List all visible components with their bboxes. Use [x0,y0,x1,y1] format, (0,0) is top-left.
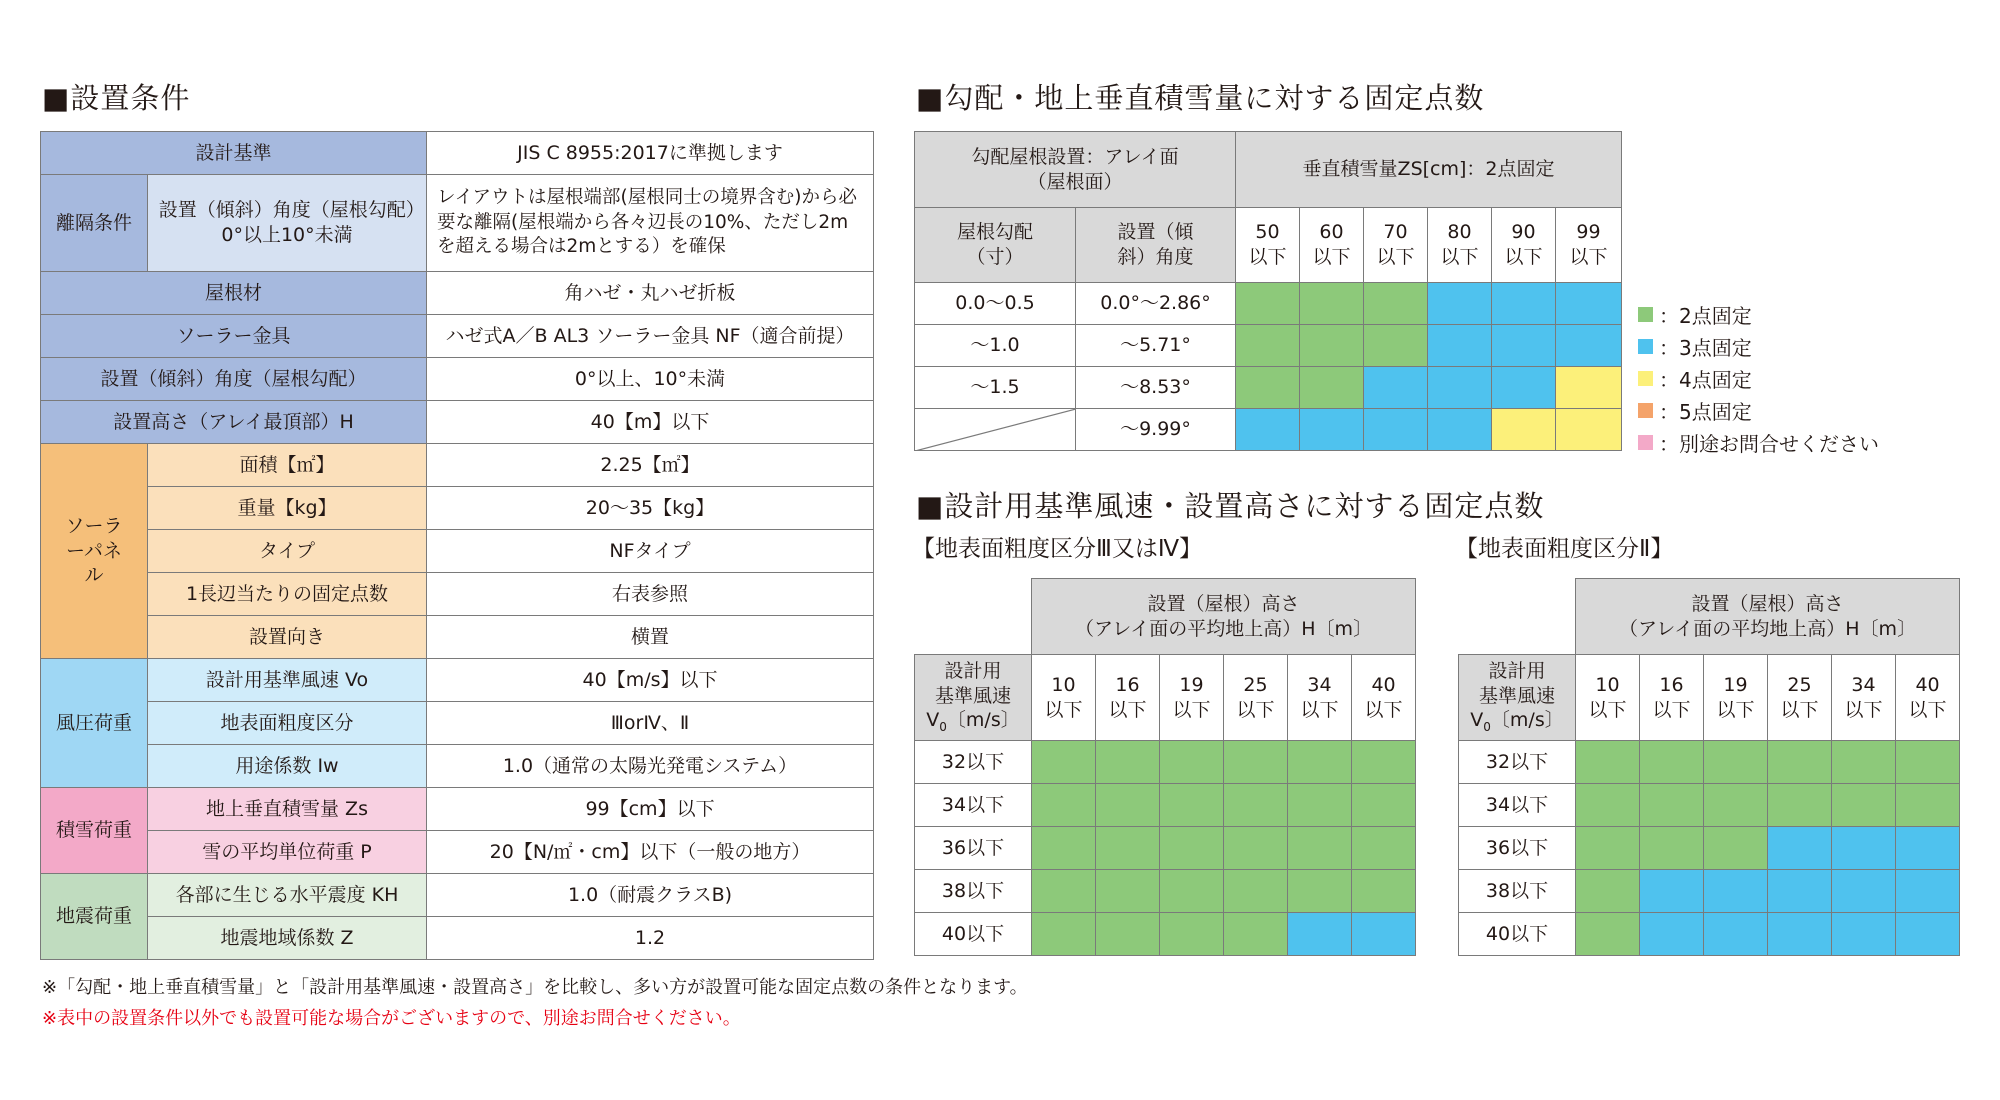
point-cell [1704,913,1768,956]
point-cell [1768,870,1832,913]
speed-header-line2: 基準風速 [1478,684,1555,707]
panel-area-label: 面積【㎡】 [148,444,427,487]
point-cell [1160,741,1224,784]
point-cell [1300,283,1364,325]
snow-col-header [1236,208,1300,283]
wind-speed-row-label: 34以下 [915,784,1032,827]
wind-speed-row-label: 36以下 [915,827,1032,870]
wind-height-table-rough-2 [1458,578,1960,956]
point-cell [1160,827,1224,870]
point-cell [1640,741,1704,784]
point-cell [1352,870,1416,913]
point-cell [1300,367,1364,409]
snow-col-unit: 以下 [1312,246,1351,268]
seismic-coef-value: 1.0（耐震クラスB) [427,874,874,917]
height-col-value: 19 [1723,673,1748,696]
point-cell [1428,283,1492,325]
point-cell [1096,827,1160,870]
point-cell [1236,325,1300,367]
speed-header [915,655,1032,741]
point-cell [1288,784,1352,827]
point-cell [1096,741,1160,784]
point-cell [1288,870,1352,913]
point-cell [1364,325,1428,367]
point-cell [1768,784,1832,827]
height-col-unit: 以下 [1780,698,1819,721]
point-cell [1160,913,1224,956]
height-header-line2: （アレイ面の平均地上高）H〔m〕 [1074,617,1373,640]
point-cell [1096,913,1160,956]
wind-table-1-title: 【地表面粗度区分Ⅲ又はⅣ】 [912,536,1203,562]
point-cell [1160,870,1224,913]
design-standard-value: JIS C 8955:2017に準拠します [427,132,874,175]
point-cell [1556,409,1622,451]
separation-category: 離隔条件 [41,175,148,272]
point-cell [1288,827,1352,870]
point-cell [1576,827,1640,870]
point-cell [1576,870,1640,913]
angle-cell: 〜9.99° [1076,409,1236,451]
panel-weight-value: 20〜35【kg】 [427,487,874,530]
usage-factor-value: 1.0（通常の太陽光発電システム） [427,745,874,788]
snow-col-header [1556,208,1622,283]
point-cell [1160,784,1224,827]
legend-label: ：別途お問合せください [1659,431,1879,456]
point-cell [1364,409,1428,451]
height-col-unit: 以下 [1364,698,1403,721]
height-value: 40【m】以下 [427,401,874,444]
point-cell [1300,409,1364,451]
point-cell [1224,870,1288,913]
height-col-value: 25 [1243,673,1268,696]
solar-bracket-label: ソーラー金具 [41,315,427,358]
height-header-line1: 設置（屋根）高さ [1147,592,1300,615]
panel-area-value: 2.25【㎡】 [427,444,874,487]
snow-depth-header: 垂直積雪量ZS[cm]：2点固定 [1236,132,1622,208]
legend-swatch [1638,371,1653,386]
height-col [1096,655,1160,741]
point-cell [1640,870,1704,913]
height-col-unit: 以下 [1652,698,1691,721]
point-cell [1556,283,1622,325]
legend-label: ：2点固定 [1659,303,1752,328]
snow-load-label: 雪の平均単位荷重 P [148,831,427,874]
point-cell [1352,913,1416,956]
blank-corner [1459,579,1576,655]
roof-pitch-header: 屋根勾配（寸） [915,208,1076,283]
design-standard-label: 設計基準 [41,132,427,175]
speed-header-line1: 設計用 [944,660,1002,683]
roughness-value: ⅢorⅣ、Ⅱ [427,702,874,745]
height-col-unit: 以下 [1172,698,1211,721]
point-cell [1236,367,1300,409]
height-col [1704,655,1768,741]
wind-speed-row-label: 32以下 [1459,741,1576,784]
wind-height-heading: ■設計用基準風速・設置高さに対する固定点数 [916,489,1545,523]
point-cell [1288,741,1352,784]
snow-col-header [1492,208,1556,283]
wind-speed-row-label: 40以下 [915,913,1032,956]
speed-symbol: V [926,709,940,732]
point-cell [1832,870,1896,913]
snow-col-unit: 以下 [1569,246,1608,268]
height-col [1288,655,1352,741]
height-header [1576,579,1960,655]
snow-col-value: 60 [1319,221,1344,244]
quake-category: 地震荷重 [41,874,148,960]
point-cell [1428,409,1492,451]
point-cell [1832,741,1896,784]
wind-speed-row-label: 38以下 [915,870,1032,913]
point-cell [1032,741,1096,784]
panel-weight-label: 重量【kg】 [148,487,427,530]
point-cell [1768,741,1832,784]
point-cell [1352,827,1416,870]
point-cell [1224,827,1288,870]
point-cell [1896,741,1960,784]
speed-unit: 〔m/s〕 [1490,709,1564,732]
point-cell [1832,913,1896,956]
point-cell [1428,325,1492,367]
point-cell [1032,784,1096,827]
roof-material-value: 角ハゼ・丸ハゼ折板 [427,272,874,315]
zone-factor-value: 1.2 [427,917,874,960]
snow-col-value: 80 [1447,221,1472,244]
point-cell [1832,784,1896,827]
point-cell [1032,827,1096,870]
point-cell [1576,913,1640,956]
height-header-line1: 設置（屋根）高さ [1691,592,1844,615]
height-col-unit: 以下 [1300,698,1339,721]
seismic-coef-label: 各部に生じる水平震度 KH [148,874,427,917]
height-col-value: 25 [1787,673,1812,696]
height-header-line2: （アレイ面の平均地上高）H〔m〕 [1618,617,1917,640]
legend-label: ：3点固定 [1659,335,1752,360]
height-col-value: 19 [1179,673,1204,696]
point-cell [1492,283,1556,325]
solar-bracket-value: ハゼ式A／B AL3 ソーラー金具 NF（適合前提） [427,315,874,358]
speed-unit: 〔m/s〕 [946,709,1020,732]
note-contact: ※表中の設置条件以外でも設置可能な場合がございますので、別途お問合せください。 [42,1008,741,1029]
slope-snow-table [914,131,1622,451]
height-header [1032,579,1416,655]
separation-label: 設置（傾斜）角度（屋根勾配）0°以上10°未満 [148,175,427,272]
conditions-heading: ■設置条件 [42,81,191,115]
point-cell [1224,913,1288,956]
legend-item [1638,330,1879,362]
height-col-value: 34 [1851,673,1876,696]
legend-label: ：4点固定 [1659,367,1752,392]
height-col-unit: 以下 [1588,698,1627,721]
snow-col-unit: 以下 [1440,246,1479,268]
usage-factor-label: 用途係数 Iw [148,745,427,788]
point-cell [1492,325,1556,367]
point-cell [1492,409,1556,451]
point-cell [1704,827,1768,870]
height-col-value: 40 [1915,673,1940,696]
height-col [1640,655,1704,741]
legend-swatch [1638,435,1653,450]
legend [1638,298,1879,458]
legend-item [1638,298,1879,330]
point-cell [1224,741,1288,784]
snow-col-header [1364,208,1428,283]
point-cell [1556,325,1622,367]
speed-symbol: V [1470,709,1484,732]
wind-speed-row-label: 38以下 [1459,870,1576,913]
point-cell [1768,913,1832,956]
point-cell [1032,870,1096,913]
install-angle-header: 設置（傾斜）角度 [1076,208,1236,283]
point-cell [1704,741,1768,784]
wind-speed-row-label: 40以下 [1459,913,1576,956]
pitch-cell: 0.0〜0.5 [915,283,1076,325]
angle-cell: 0.0°〜2.86° [1076,283,1236,325]
point-cell [1556,367,1622,409]
angle-value: 0°以上、10°未満 [427,358,874,401]
panel-orientation-label: 設置向き [148,616,427,659]
speed-header-line1: 設計用 [1488,660,1546,683]
separation-value: レイアウトは屋根端部(屋根同士の境界含む)から必要な離隔(屋根端から各々辺長の10%、ただし2mを超える場合は2mとする）を確保 [427,175,874,272]
note-compare: ※「勾配・地上垂直積雪量」と「設計用基準風速・設置高さ」を比較し、多い方が設置可能な固定点数の条件となります。 [42,977,1028,998]
angle-label: 設置（傾斜）角度（屋根勾配） [41,358,427,401]
speed-header [1459,655,1576,741]
height-col-value: 40 [1371,673,1396,696]
point-cell [1704,784,1768,827]
point-cell [1224,784,1288,827]
legend-swatch [1638,339,1653,354]
wind-speed-row-label: 32以下 [915,741,1032,784]
speed-symbol-sub: 0 [939,720,947,735]
point-cell [1364,283,1428,325]
height-col-value: 16 [1659,673,1684,696]
snow-col-unit: 以下 [1248,246,1287,268]
pitch-cell: 〜1.0 [915,325,1076,367]
snow-col-value: 99 [1576,221,1601,244]
zone-factor-label: 地震地域係数 Z [148,917,427,960]
slope-corner-header: 勾配屋根設置：アレイ面（屋根面） [915,132,1236,208]
height-col-value: 16 [1115,673,1140,696]
point-cell [1640,913,1704,956]
wind-category: 風圧荷重 [41,659,148,788]
height-col-value: 10 [1051,673,1076,696]
angle-cell: 〜8.53° [1076,367,1236,409]
point-cell [1288,913,1352,956]
pitch-na-cell [915,409,1076,451]
legend-swatch [1638,403,1653,418]
height-col [1768,655,1832,741]
diagonal-slash [915,409,1076,451]
point-cell [1896,827,1960,870]
height-col [1576,655,1640,741]
height-col-value: 10 [1595,673,1620,696]
panel-fixpoints-value: 右表参照 [427,573,874,616]
height-col-unit: 以下 [1908,698,1947,721]
wind-table-2-title: 【地表面粗度区分Ⅱ】 [1455,536,1674,562]
point-cell [1236,283,1300,325]
wind-speed-row-label: 36以下 [1459,827,1576,870]
legend-item [1638,362,1879,394]
point-cell [1352,784,1416,827]
point-cell [1640,827,1704,870]
point-cell [1096,784,1160,827]
height-col [1160,655,1224,741]
snow-col-value: 70 [1383,221,1408,244]
roof-material-label: 屋根材 [41,272,427,315]
blank-corner [915,579,1032,655]
slope-snow-heading: ■勾配・地上垂直積雪量に対する固定点数 [916,81,1485,115]
panel-type-label: タイプ [148,530,427,573]
height-col-unit: 以下 [1236,698,1275,721]
speed-symbol-sub: 0 [1483,720,1491,735]
conditions-table [40,131,874,960]
height-col [1032,655,1096,741]
snow-depth-value: 99【cm】以下 [427,788,874,831]
height-col [1832,655,1896,741]
point-cell [1300,325,1364,367]
point-cell [1640,784,1704,827]
legend-swatch [1638,307,1653,322]
legend-label: ：5点固定 [1659,399,1752,424]
height-col-unit: 以下 [1716,698,1755,721]
point-cell [1492,367,1556,409]
pitch-cell: 〜1.5 [915,367,1076,409]
snow-col-value: 50 [1255,221,1280,244]
panel-category: ソーラーパネル [41,444,148,659]
angle-cell: 〜5.71° [1076,325,1236,367]
snow-depth-label: 地上垂直積雪量 Zs [148,788,427,831]
point-cell [1576,784,1640,827]
point-cell [1832,827,1896,870]
point-cell [1896,913,1960,956]
roughness-label: 地表面粗度区分 [148,702,427,745]
snow-load-value: 20【N/㎡・cm】以下（一般の地方） [427,831,874,874]
height-col-unit: 以下 [1044,698,1083,721]
height-col [1352,655,1416,741]
point-cell [1768,827,1832,870]
wind-height-table-rough-3-4 [914,578,1416,956]
panel-orientation-value: 横置 [427,616,874,659]
wind-speed-label: 設計用基準風速 Vo [148,659,427,702]
height-col-value: 34 [1307,673,1332,696]
point-cell [1096,870,1160,913]
point-cell [1704,870,1768,913]
snow-category: 積雪荷重 [41,788,148,874]
height-col-unit: 以下 [1844,698,1883,721]
panel-type-value: NFタイプ [427,530,874,573]
point-cell [1896,784,1960,827]
height-label: 設置高さ（アレイ最頂部）H [41,401,427,444]
speed-header-line2: 基準風速 [934,684,1011,707]
snow-col-value: 90 [1511,221,1536,244]
point-cell [1576,741,1640,784]
point-cell [1896,870,1960,913]
snow-col-unit: 以下 [1376,246,1415,268]
height-col [1224,655,1288,741]
point-cell [1236,409,1300,451]
height-col [1896,655,1960,741]
wind-speed-value: 40【m/s】以下 [427,659,874,702]
legend-item [1638,394,1879,426]
point-cell [1428,367,1492,409]
snow-col-header [1300,208,1364,283]
panel-fixpoints-label: 1長辺当たりの固定点数 [148,573,427,616]
point-cell [1352,741,1416,784]
snow-col-header [1428,208,1492,283]
point-cell [1032,913,1096,956]
snow-col-unit: 以下 [1504,246,1543,268]
legend-item [1638,426,1879,458]
point-cell [1364,367,1428,409]
height-col-unit: 以下 [1108,698,1147,721]
wind-speed-row-label: 34以下 [1459,784,1576,827]
